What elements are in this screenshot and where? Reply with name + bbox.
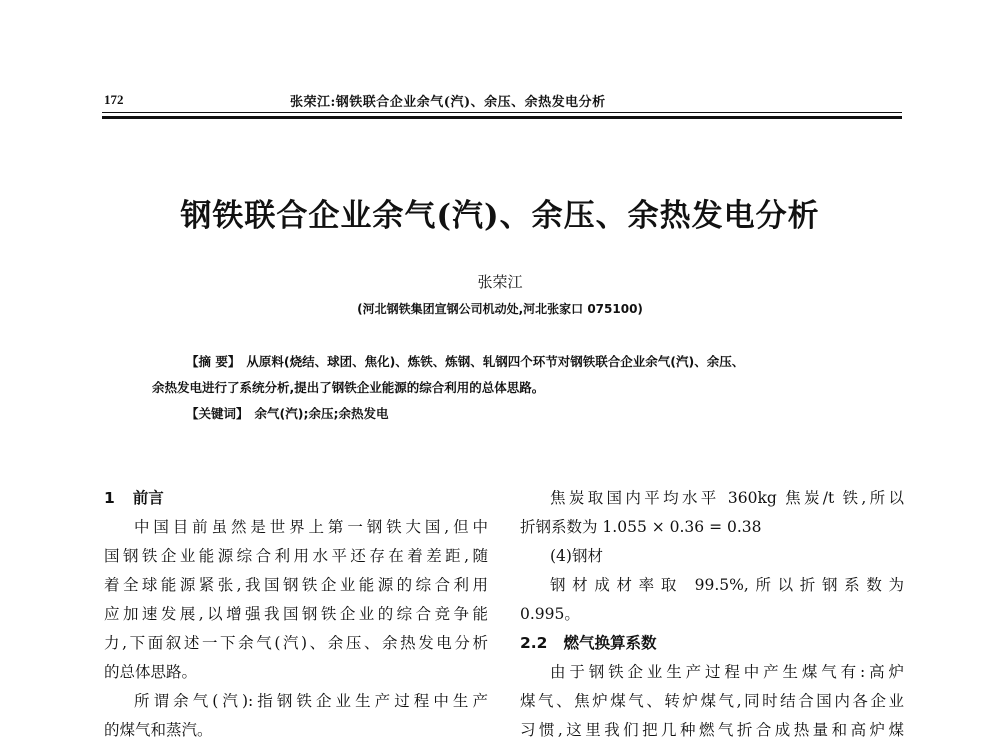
- section-title: 前言: [132, 489, 164, 507]
- running-title: 张荣江:钢铁联合企业余气(汽)、余压、余热发电分析: [290, 95, 606, 110]
- keywords-text: 余气(汽);余压;余热发电: [254, 406, 389, 421]
- section-number: 1: [104, 489, 115, 507]
- body-line: (4)钢材: [550, 547, 603, 565]
- body-line: 折钢系数为 1.055 × 0.36 = 0.38: [520, 518, 762, 536]
- keywords-label: 【关键词】: [186, 406, 249, 421]
- header-rule-thick: [102, 116, 902, 119]
- body-line: 的煤气和蒸汽。: [104, 721, 213, 739]
- body-line: 应加速发展,以增强我国钢铁企业的综合竞争能: [104, 605, 488, 623]
- body-line: 中国目前虽然是世界上第一钢铁大国,但中: [134, 518, 488, 536]
- section-heading: [104, 484, 488, 513]
- abstract-line-1: [186, 352, 744, 370]
- body-line: 力,下面叙述一下余气(汽)、余压、余热发电分析: [104, 634, 488, 652]
- body-line: 钢材成材率取 99.5%,所以折钢系数为: [550, 576, 904, 594]
- abstract-line-2: [152, 378, 544, 396]
- body-line: 国钢铁企业能源综合利用水平还存在着差距,随: [104, 547, 488, 565]
- subsection-heading: [520, 629, 904, 658]
- right-column: [520, 484, 904, 745]
- body-line: 习惯,这里我们把几种燃气折合成热量和高炉煤: [520, 721, 904, 739]
- article-title: 钢铁联合企业余气(汽)、余压、余热发电分析: [180, 198, 820, 234]
- abstract-text-2: 余热发电进行了系统分析,提出了钢铁企业能源的综合利用的总体思路。: [152, 380, 545, 395]
- page-number: 172: [104, 92, 124, 107]
- abstract-text-1: 从原料(烧结、球团、焦化)、炼铁、炼钢、轧钢四个环节对钢铁联合企业余气(汽)、余压、: [246, 354, 745, 369]
- subsection-title: 燃气换算系数: [563, 634, 657, 652]
- body-line: 焦炭取国内平均水平 360kg 焦炭/t 铁,所以: [550, 489, 904, 507]
- body-line: 着全球能源紧张,我国钢铁企业能源的综合利用: [104, 576, 488, 594]
- author-affiliation: (河北钢铁集团宣钢公司机动处,河北张家口 075100): [357, 302, 643, 316]
- body-line: 所谓余气(汽):指钢铁企业生产过程中生产: [134, 692, 488, 710]
- keywords-line: [186, 404, 388, 422]
- body-line: 由于钢铁企业生产过程中产生煤气有:高炉: [550, 663, 904, 681]
- left-column: [104, 484, 488, 745]
- body-line: 0.995。: [520, 605, 580, 623]
- body-line: 的总体思路。: [104, 663, 198, 681]
- body-line: 煤气、焦炉煤气、转炉煤气,同时结合国内各企业: [520, 692, 904, 710]
- header-rule-thin: [102, 112, 902, 113]
- article-author: 张荣江: [477, 273, 523, 291]
- subsection-number: 2.2: [520, 634, 548, 652]
- abstract-label: 【摘 要】: [186, 354, 241, 369]
